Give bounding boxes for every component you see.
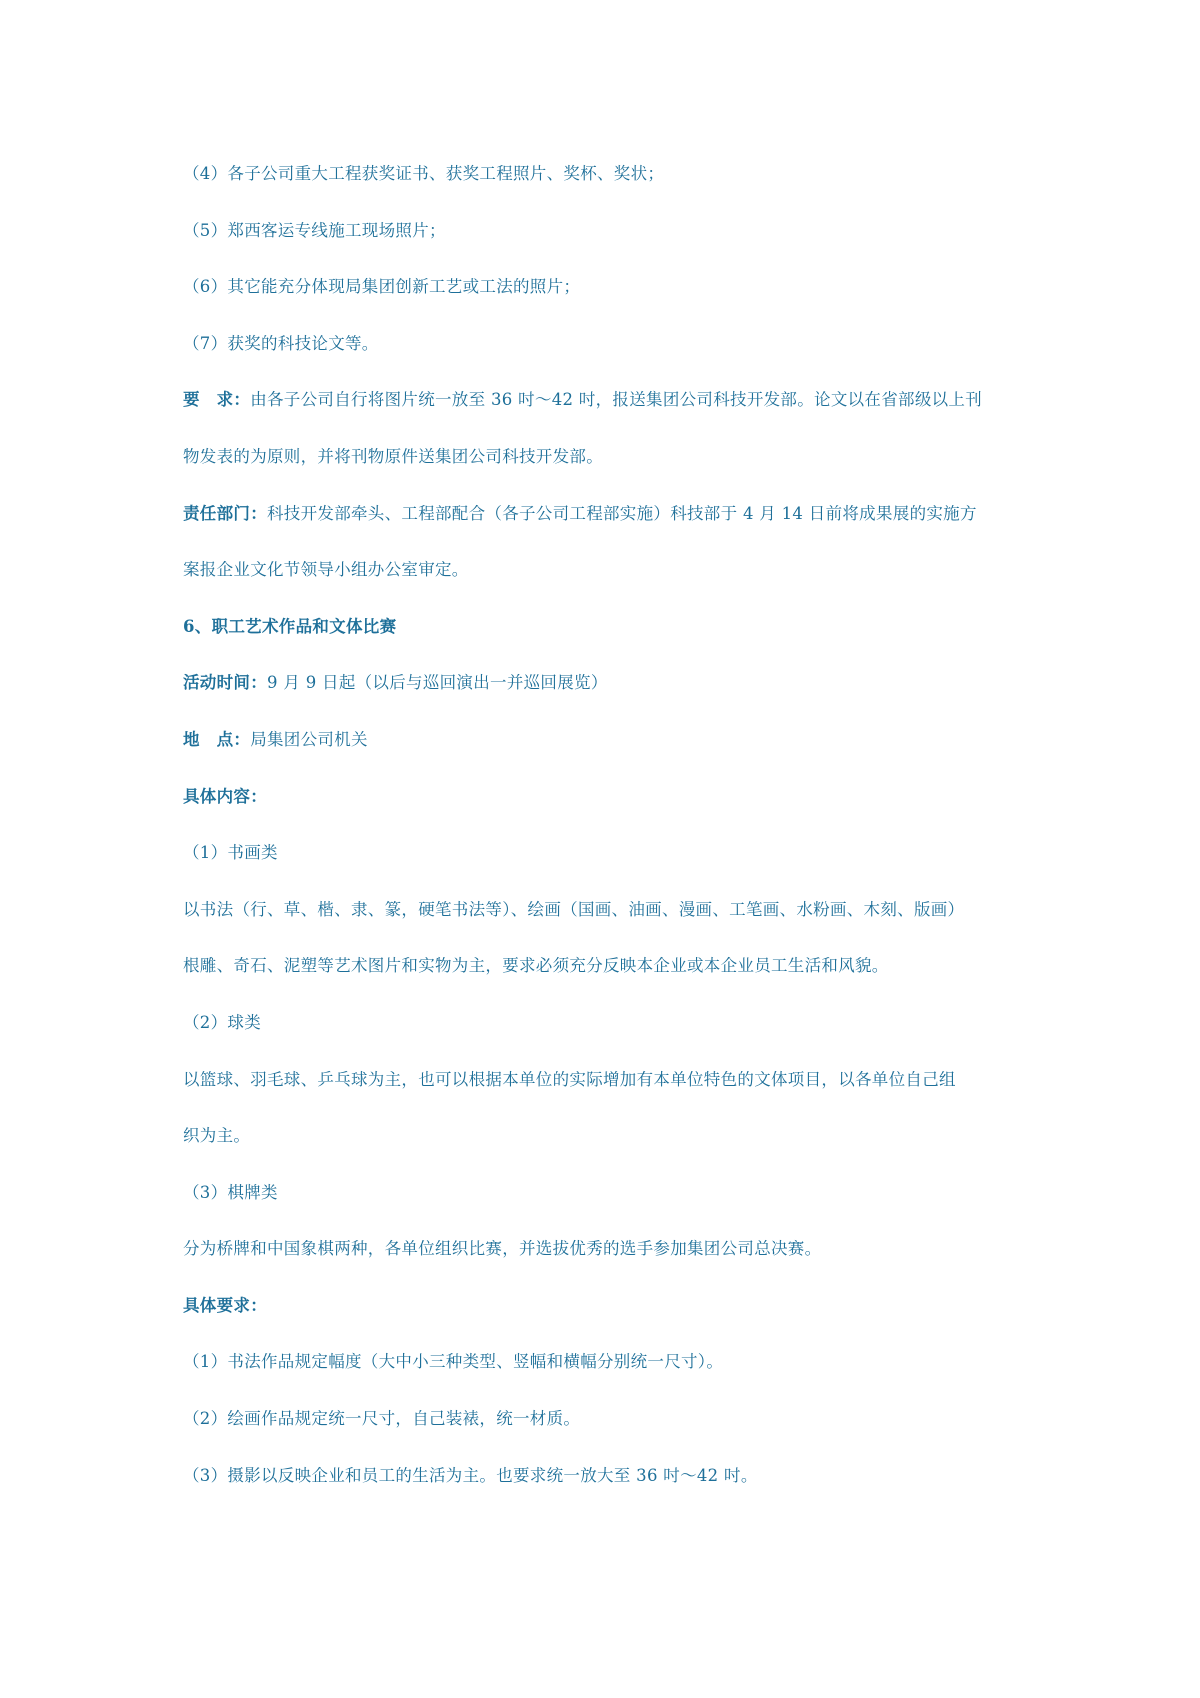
document-body [183, 158, 1033, 1516]
section-title: 6、职工艺术作品和文体比赛 [183, 616, 397, 636]
line-text: （6）其它能充分体现局集团创新工艺或工法的照片； [183, 277, 581, 297]
list-item [183, 215, 1033, 272]
line-text: 9 月 9 日起（以后与巡回演出一并巡回展览） [267, 673, 608, 693]
line-text: 物发表的为原则，并将刊物原件送集团公司科技开发部。 [183, 446, 603, 466]
list-item [183, 328, 1033, 385]
line-text: （3）摄影以反映企业和员工的生活为主。也要求统一放大至 36 吋～42 吋。 [183, 1465, 758, 1485]
line-text: 科技开发部牵头、工程部配合（各子公司工程部实施）科技部于 4 月 14 日前将成果展的实施方 [267, 503, 977, 523]
line-text: （1）书画类 [183, 843, 278, 863]
paragraph-line [183, 1233, 1033, 1290]
paragraph-line [183, 667, 1033, 724]
line-text: （5）郑西客运专线施工现场照片； [183, 220, 446, 240]
paragraph-line [183, 498, 1033, 555]
responsible-dept-label: 责任部门： [183, 503, 267, 523]
list-item [183, 1403, 1033, 1460]
list-item [183, 1007, 1033, 1064]
requirements-label: 具体要求： [183, 1295, 267, 1315]
location-label: 地 点： [183, 729, 251, 749]
list-item [183, 1346, 1033, 1403]
section-heading [183, 611, 1033, 668]
paragraph-line [183, 384, 1033, 441]
list-item [183, 271, 1033, 328]
paragraph-line [183, 1120, 1033, 1177]
paragraph-line [183, 894, 1033, 951]
line-text: 分为桥牌和中国象棋两种，各单位组织比赛，并选拔优秀的选手参加集团公司总决赛。 [183, 1239, 822, 1259]
line-text: （7）获奖的科技论文等。 [183, 333, 379, 353]
line-text: （2）球类 [183, 1012, 261, 1032]
paragraph-line [183, 950, 1033, 1007]
list-item [183, 1177, 1033, 1234]
line-text: （2）绘画作品规定统一尺寸，自己装裱，统一材质。 [183, 1409, 581, 1429]
paragraph-line [183, 724, 1033, 781]
line-text: 由各子公司自行将图片统一放至 36 吋～42 吋，报送集团公司科技开发部。论文以在省部级以上刊 [250, 390, 983, 410]
line-text: 织为主。 [183, 1126, 251, 1146]
paragraph-line [183, 441, 1033, 498]
line-text: （4）各子公司重大工程获奖证书、获奖工程照片、奖杯、奖状； [183, 164, 665, 183]
paragraph-line [183, 1064, 1033, 1121]
line-text: 案报企业文化节领导小组办公室审定。 [183, 560, 469, 580]
line-text: 以篮球、羽毛球、乒乓球为主，也可以根据本单位的实际增加有本单位特色的文体项目，以各单位自己组 [183, 1069, 956, 1089]
line-text: （1）书法作品规定幅度（大中小三种类型、竖幅和横幅分别统一尺寸）。 [183, 1352, 724, 1372]
list-item [183, 1460, 1033, 1517]
line-text: 局集团公司机关 [250, 729, 368, 749]
list-item [183, 837, 1033, 894]
requirement-label: 要 求： [183, 390, 251, 410]
list-item [183, 158, 1033, 215]
subsection-heading [183, 781, 1033, 838]
activity-time-label: 活动时间： [183, 673, 267, 693]
subsection-heading [183, 1290, 1033, 1347]
content-label: 具体内容： [183, 786, 267, 806]
line-text: （3）棋牌类 [183, 1182, 278, 1202]
line-text: 以书法（行、草、楷、隶、篆，硬笔书法等）、绘画（国画、油画、漫画、工笔画、水粉画、木刻、版画） [183, 899, 965, 919]
paragraph-line [183, 554, 1033, 611]
line-text: 根雕、奇石、泥塑等艺术图片和实物为主，要求必须充分反映本企业或本企业员工生活和风貌。 [183, 956, 889, 976]
